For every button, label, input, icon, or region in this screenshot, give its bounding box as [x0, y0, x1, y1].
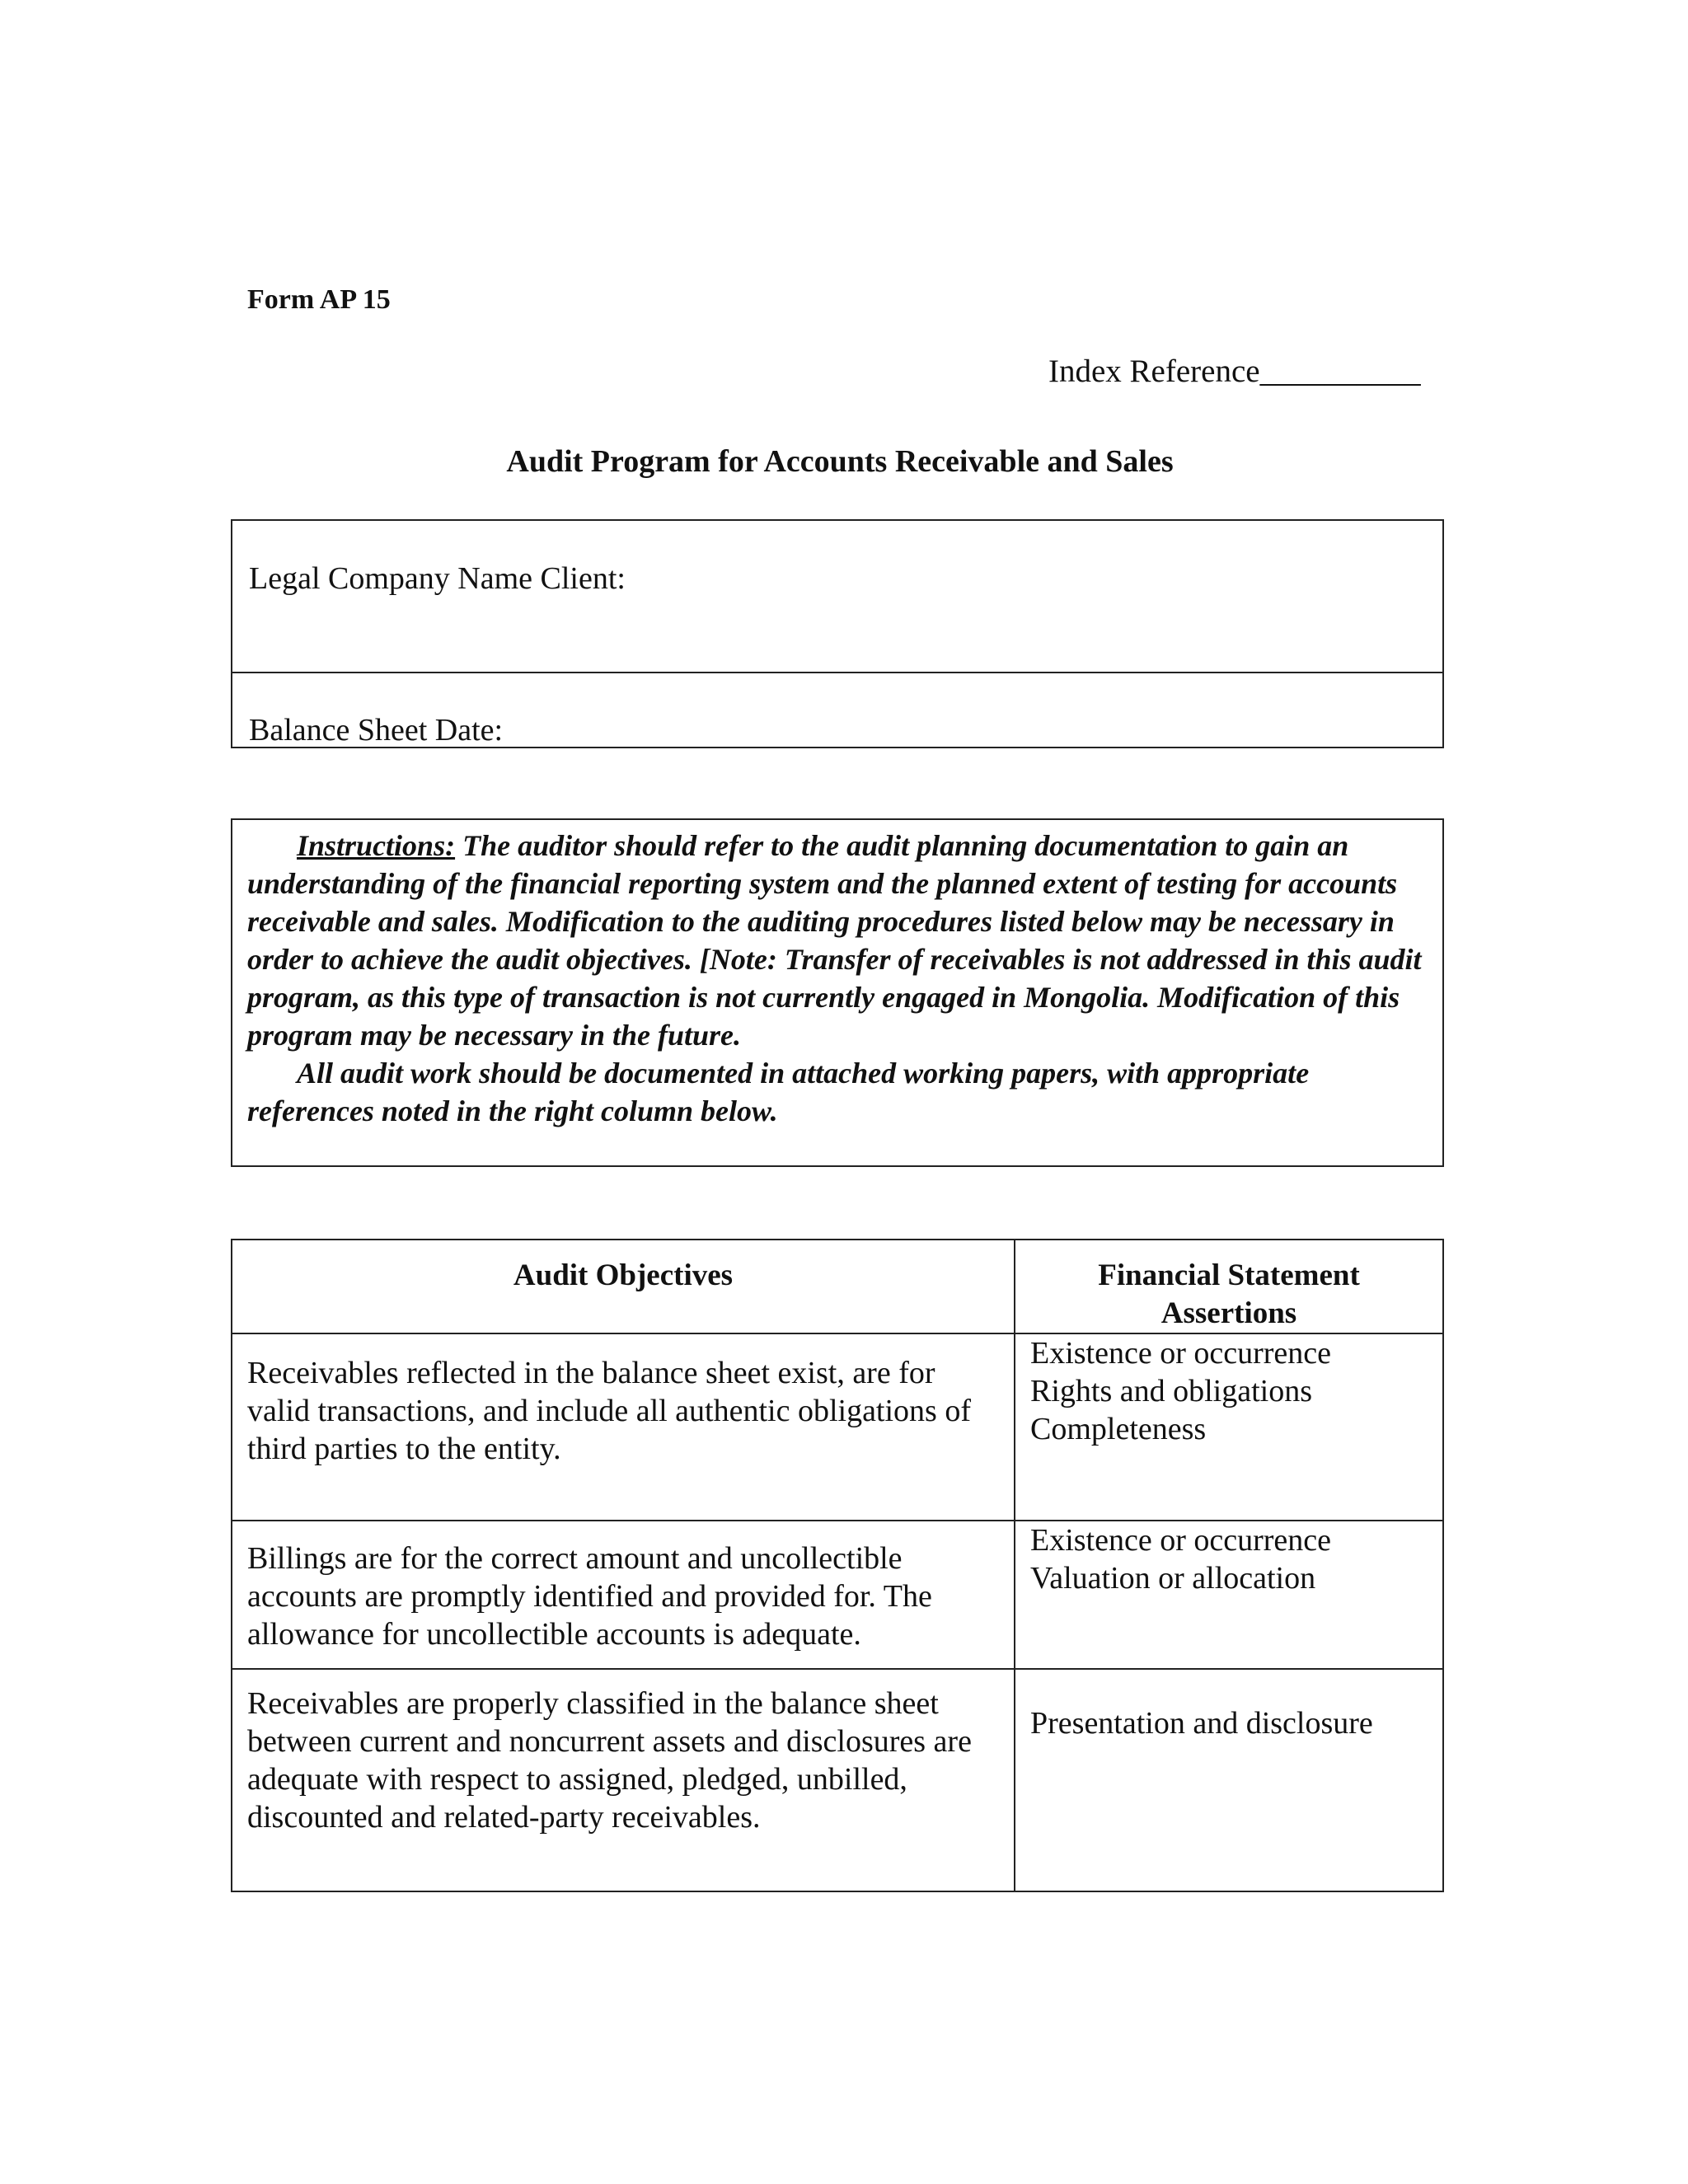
instructions-paragraph-1 — [247, 827, 1431, 1054]
assertion-item: Existence or occurrence — [1030, 1523, 1332, 1558]
instructions-text-1: The auditor should refer to the audit planning documentation to gain an understanding of the financial reporting system and the planned extent of testing for accounts receivable and sales. Modification to the auditing procedures listed below may be necessary in order to achieve the audit objectives. [Note: Transfer of receivables is not addressed in this audit program, as this type of transaction is not currently engaged in Mongolia. Modification of this program may be necessary in the future. — [247, 829, 1422, 1052]
table-row — [232, 1521, 1443, 1669]
objective-cell: Receivables reflected in the balance sheet exist, are for valid transactions, and include all authentic obligations of third parties to the entity. — [232, 1333, 1015, 1521]
assertions-cell — [1015, 1521, 1443, 1669]
header-audit-objectives: Audit Objectives — [232, 1240, 1015, 1333]
audit-objectives-table — [231, 1239, 1444, 1892]
table-header-row — [232, 1240, 1443, 1333]
form-label: Form AP 15 — [247, 284, 391, 315]
assertion-item: Completeness — [1030, 1412, 1207, 1446]
header-assertions — [1015, 1240, 1443, 1333]
client-info-box — [231, 519, 1444, 748]
assertions-cell — [1015, 1333, 1443, 1521]
assertion-item: Existence or occurrence — [1030, 1336, 1332, 1371]
assertion-item: Valuation or allocation — [1030, 1561, 1316, 1596]
balance-sheet-date-label: Balance Sheet Date: — [249, 713, 504, 748]
company-name-label: Legal Company Name Client: — [249, 561, 626, 596]
objective-cell: Receivables are properly classified in the balance sheet between current and noncurrent assets and disclosures are adequate with respect to assigned, pledged, unbilled, discounted and related-party receivables. — [232, 1669, 1015, 1891]
page-title: Audit Program for Accounts Receivable and Sales — [506, 444, 1174, 479]
instructions-paragraph-2: All audit work should be documented in attached working papers, with appropriate references noted in the right column below. — [247, 1057, 1310, 1127]
assertion-item: Presentation and disclosure — [1030, 1706, 1373, 1741]
assertion-item: Rights and obligations — [1030, 1374, 1312, 1408]
instructions-heading: Instructions: — [297, 829, 456, 862]
instructions-box — [231, 818, 1444, 1167]
header-assertions-text: Financial Statement Assertions — [1098, 1258, 1360, 1330]
table-row — [232, 1333, 1443, 1521]
index-reference: Index Reference__________ — [1048, 354, 1421, 389]
objective-cell: Billings are for the correct amount and uncollectible accounts are promptly identified and provided for. The allowance for uncollectible accounts is adequate. — [232, 1521, 1015, 1669]
table-row — [232, 1669, 1443, 1891]
assertions-cell — [1015, 1669, 1443, 1891]
company-name-row — [232, 521, 1442, 673]
